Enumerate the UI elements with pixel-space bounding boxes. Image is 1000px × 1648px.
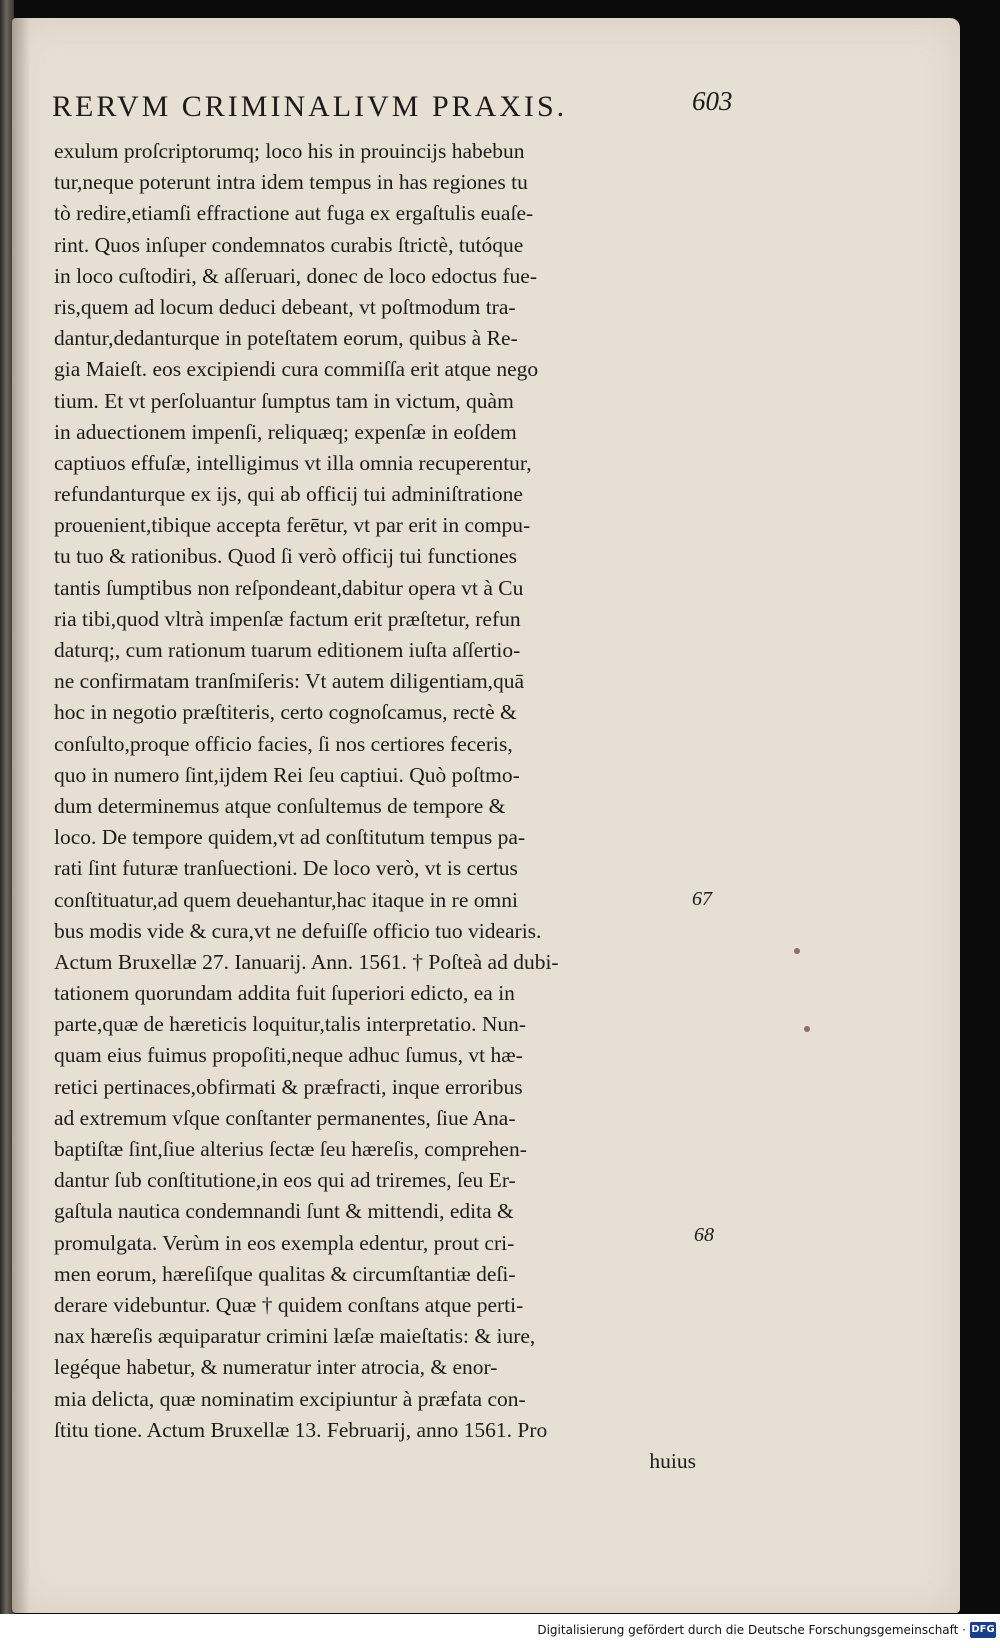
text-line: men eorum, hæreſiſque qualitas & circumſtantiæ deſi- [54,1261,516,1286]
footer-bar [0,1614,1000,1648]
text-line: tur,neque poterunt intra idem tempus in has regiones tu [54,170,528,195]
text-line: quo in numero ſint,ijdem Rei ſeu captiui. Quò poſtmo- [54,762,520,787]
text-line: gaſtula nautica condemnandi ſunt & mittendi, edita & [54,1199,514,1224]
paper-stain [804,1026,810,1032]
text-line: nax hæreſis æquiparatur crimini læſæ maieſtatis: & iure, [54,1324,536,1349]
text-line: dantur,dedanturque in poteſtatem eorum, quibus à Re- [54,326,518,351]
body-text [54,136,704,1477]
text-line: promulgata. Verùm in eos exempla edentur, prout cri- [54,1230,515,1255]
text-line: ad extremum vſque conſtanter permanentes, ſiue Ana- [54,1105,516,1130]
text-line: in loco cuſtodiri, & aſſeruari, donec de loco edoctus fue- [54,263,537,288]
text-line: ris,quem ad locum deduci debeant, vt poſtmodum tra- [54,294,516,319]
folio-number: 603 [692,86,733,116]
text-line: tium. Et vt perſoluantur ſumptus tam in victum, quàm [54,388,514,413]
text-line: refundanturque ex ijs, qui ab officij tui adminiſtratione [54,482,523,507]
text-line: conſtituatur,ad quem deuehantur,hac itaque in re omni [54,887,518,912]
paper-stain [794,948,800,954]
text-line: daturq;, cum rationum tuarum editionem iuſta aſſertio- [54,638,521,662]
book-page [12,18,960,1613]
text-line: legéque habetur, & numeratur inter atrocia, & enor- [54,1355,498,1380]
text-line: parte,quæ de hæreticis loquitur,talis interpretatio. Nun- [54,1012,527,1037]
text-line: tu tuo & rationibus. Quod ſi verò officij tui functiones [54,544,517,569]
text-line: rint. Quos inſuper condemnatos curabis ſtrictè, tutóque [54,232,524,257]
text-line: Actum Bruxellæ 27. Ianuarij. Ann. 1561. † Poſteà ad dubi- [54,949,559,974]
digitization-credit: Digitalisierung gefördert durch die Deutsche Forschungsgemeinschaft · [537,1623,966,1637]
text-line: ne confirmatam tranſmiſeris: Vt autem diligentiam,quā [54,669,525,694]
text-line: hoc in negotio præſtiteris, certo cognoſcamus, rectè & [54,700,517,725]
text-line: mia delicta, quæ nominatim excipiuntur à præfata con- [54,1386,526,1411]
text-line: tò redire,etiamſi effractione aut fuga ex ergaſtulis euaſe- [54,201,534,226]
text-line: ria tibi,quod vltrà impenſæ factum erit præſtetur, refun [54,606,521,631]
dfg-logo: DFG [970,1622,996,1638]
text-line: captiuos effuſæ, intelligimus vt illa omnia recuperentur, [54,450,532,475]
text-line: in aduectionem impenſi, reliquæq; expenſæ in eoſdem [54,419,517,444]
text-line: quam eius fuimus propoſiti,neque adhuc ſumus, vt hæ- [54,1043,523,1068]
running-title: RERVM CRIMINALIVM PRAXIS. [52,90,568,123]
margin-note-68: 68 [694,1224,714,1246]
text-line: tationem quorundam addita fuit ſuperiori edicto, ea in [54,981,515,1006]
text-line: ſtitu tione. Actum Bruxellæ 13. Februarij, anno 1561. Pro [54,1417,548,1442]
text-line: derare videbuntur. Quæ † quidem conſtans atque perti- [54,1292,524,1317]
text-line: dantur ſub conſtitutione,in eos qui ad triremes, ſeu Er- [54,1168,516,1193]
text-line: conſulto,proque officio facies, ſi nos certiores feceris, [54,731,513,756]
text-line: retici pertinaces,obfirmati & præfracti, inque erroribus [54,1074,523,1099]
text-line: gia Maieſt. eos excipiendi cura commiſſa erit atque nego [54,357,539,382]
text-line: baptiſtæ ſint,ſiue alterius ſectæ ſeu hæreſis, comprehen- [54,1137,527,1161]
text-line: tantis ſumptibus non reſpondeant,dabitur opera vt à Cu [54,575,524,600]
text-line: prouenient,tibique accepta ferētur, vt par erit in compu- [54,513,531,538]
page-gutter-shadow [12,18,30,1613]
text-line: dum determinemus atque conſultemus de tempore & [54,793,506,818]
catchword: huius [649,1448,696,1473]
text-line: loco. De tempore quidem,vt ad conſtitutum tempus pa- [54,825,526,850]
running-head [52,84,733,130]
margin-note-67: 67 [692,888,712,910]
text-line: rati ſint futuræ tranſuectioni. De loco verò, vt is certus [54,856,518,881]
text-line: exulum proſcriptorumq; loco his in prouincijs habebun [54,139,525,163]
text-line: bus modis vide & cura,vt ne defuiſſe officio tuo videaris. [54,918,542,943]
